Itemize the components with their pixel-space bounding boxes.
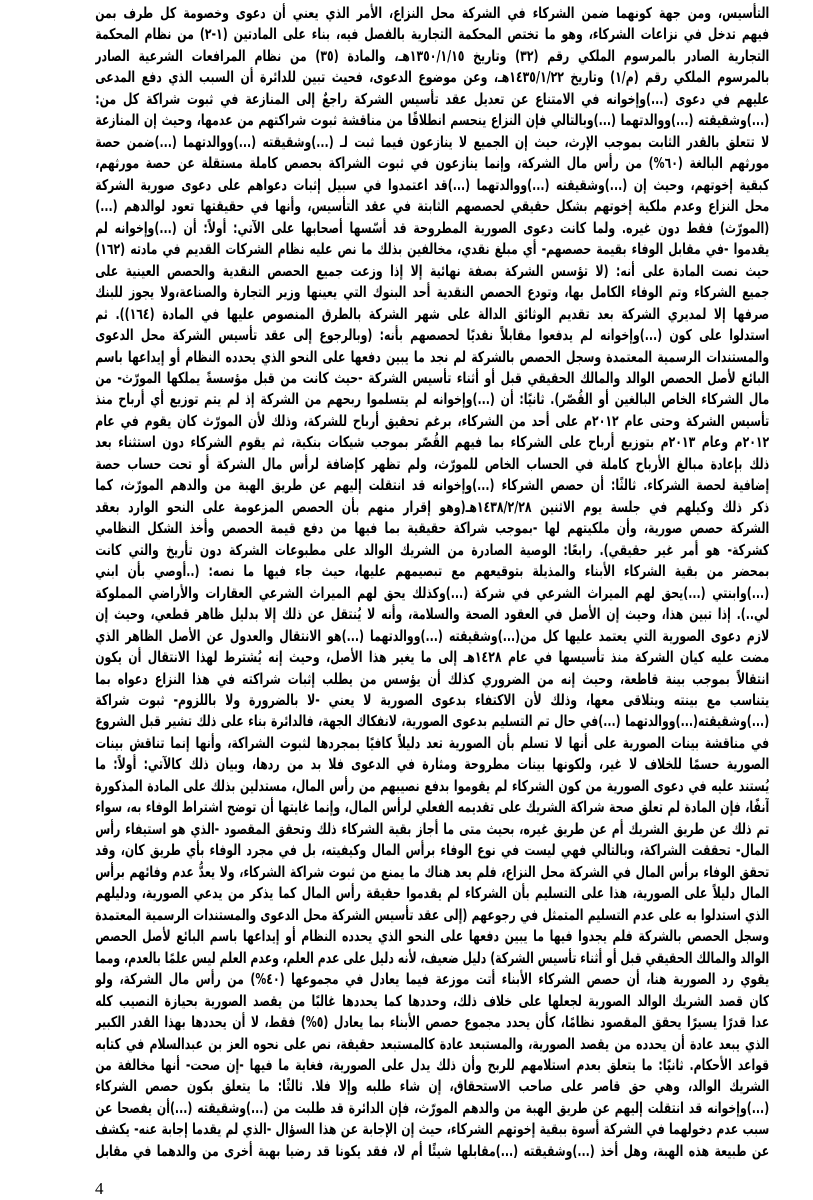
text-line: كان قصد الشريك الوالد الصورية لجعلها على خلاف ذلك، وحددها كما يحددها غالبًا من يقصد الصورية بحيازة النصيب كله (95, 991, 769, 1010)
text-line: المال دليلاً على الصورية، هذا على التسليم بأن الشركاء لم يقدموا حقيقة رأس المال كما يذكر من يدعي الصورية، ودليلهم (95, 884, 769, 903)
text-line: مورثهم البالغة (٦٠%) من رأس مال الشركة، وإنما ينازعون في ثبوت الشراكة بحصص كاملة مستقلة عن حصة مورثهم، (95, 154, 769, 173)
text-line: (...)وابنتي (...)يحق لهم الميراث الشرعي في شركة (...)وكذلك يحق لهم الميراث الشرعي العقارات والأراضي المملوكة (95, 583, 769, 602)
text-line: قواعد الأحكام. ثانيًا: ما يتعلق بعدم استلامهم للربح وأن ذلك يدل على الصورية، فغاية ما فيها -إن صحت- أنها مخالفة من (95, 1055, 769, 1074)
text-line: مضت عليه كيان الشركة منذ تأسيسها في عام ١٤٢٨هـ إلى ما يغير هذا الأصل، وحيث إنه يُشترط لهذا الانتقال أن يكون (95, 648, 769, 667)
text-line: صرفها إلا لمديري الشركة بعد تقديم الوثائق الدالة على شهر الشركة بالطرق المنصوص عليها في المادة (١٦٤)). ثم (95, 304, 769, 323)
text-line: فيهم تدخل في نزاعات الشركاء، وهو ما تختص المحكمة التجارية بالفصل فيه، بناء على المادتين (١-٢) من نظام المحكمة (95, 25, 769, 44)
text-line: المال- تحققت الشراكة، وبالتالي فهي ليست في نوع الوفاء برأس المال وكيفيته، بل في مجرد الوفاء بأي طريق كان، وقد (95, 841, 769, 860)
text-line: ٢٠١٢م وعام ٢٠١٣م بتوزيع أرباح على الشركاء بما فيهم القُصّر بموجب شيكات بنكية، ثم يقوم الشركاء دون استثناء بعد (95, 433, 769, 452)
text-line: التأسيس، ومن جهة كونهما ضمن الشركاء في الشركة محل النزاع، الأمر الذي يعني أن دعوى وخصومة كل طرف بمن (95, 4, 769, 22)
text-line: بالمرسوم الملكي رقم (م/١) وتاريخ ١٤٣٥/١/٢٢هـ، وعن موضوع الدعوى، فحيث تبين للدائرة أن السبب الذي دفع المدعى (95, 68, 769, 87)
text-line: سبب عدم دخولهما في الشركة أسوة ببقية إخوتهم الشركاء، حيث إن الإجابة عن هذا السؤال -الذي لم يقدما إجابة عنه- يكشف (95, 1120, 769, 1139)
text-line: الذي يبعد عادة أن يحدده من يقصد الصورية، والمستبعد عادة كالمستبعد حقيقة، نص على نحوه العز بن عبدالسلام في كتابه (95, 1034, 769, 1053)
text-line: استدلوا على كون (...)وإخوانه لم يدفعوا مقابلاً نقديًا لحصصهم بأنه: (وبالرجوع إلى عقد تأسيس الشركة محل الدعوى (95, 326, 769, 345)
text-line: الوالد والمالك الحقيقي قبل أو أثناء تأسيس الشركة) دليل ضعيف، لأنه دليل على عدم العلم، وعدم العلم ليس علمًا بالعدم، ومما (95, 948, 769, 967)
text-line: ذكر ذلك وكيلهم في جلسة يوم الاثنين ١٤٣٨/٢/٢٨هـ(وهو إقرار منهم بأن الحصص المزعومة على النحو الوارد بعقد (95, 497, 769, 516)
text-line: مال الشركاء الخاص البالغين أو القُصّر). ثانيًا: أن (...)وإخوانه لم يتسلموا ربحهم من الشركة إذ لم يتم توزيع أي أرباح منذ (95, 390, 769, 409)
text-line: ذلك بإعادة مبالغ الأرباح كاملة في الحساب الخاص للمورّث، ولم تظهر كإضافة لرأس مال الشركة أو تحت حساب حصة (95, 454, 769, 473)
text-line: محل النزاع وعدم ملكية إخوتهم بشكل حقيقي لحصصهم الثابتة في عقد التأسيس، وأنها في حقيقتها تعود لوالدهم (...) (95, 197, 769, 216)
text-line: في مناقشة بينات الصورية على أنها لا تسلم بأن الصورية تعد دليلاً كافيًا بمجردها لثبوت الشراكة، وأنها إنما تناقش بينات (95, 733, 769, 752)
text-line: تم ذلك عن طريق الشريك أم عن طريق غيره، بحيث متى ما أجاز بقية الشركاء ذلك وتحقق المقصود -الذي هو استيفاء رأس (95, 819, 769, 838)
text-line: لازم دعوى الصورية التي يعتمد عليها كل من(...)وشقيقته (...)ووالدتهما (...)هو الانتقال والعدول عن الأصل الظاهر الذي (95, 626, 769, 645)
text-line: انتقالاً بموجب بينة قاطعة، وحيث إنه من الضروري كذلك أن يؤسس من يطلب إثبات شراكته في هذا النزاع دعواه بما (95, 669, 769, 688)
text-line: (...)وشقيقته (...)ووالدتهما (...)وبالتالي فإن النزاع ينحسم انطلاقًا من مناقشة ثبوت شراكتهم من عدمها، وحيث إن المنازعة (95, 111, 769, 130)
text-line: عدا قدرًا يسيرًا يحقق المقصود نظامًا، كأن يحدد مجموع حصص الأبناء بما يعادل (٥%) فقط، لا أن يحددها بهذا القدر الكبير (95, 1013, 769, 1032)
text-line: البائع لأصل الحصص الوالد والمالك الحقيقي قبل أو أثناء تأسيس الشركة -حيث كانت من قبل مؤسسةً يملكها المورّث- من (95, 368, 769, 387)
text-line: لا تتعلق بالقدر الثابت بموجب الإرث، حيث إن الجميع لا ينازعون فيما ثبت لـ (...)وشقيقته (...)ووالدتهما (...)ضمن حصة (95, 132, 769, 151)
text-line: والمستندات الرسمية المعتمدة وسجل الحصص بالشركة لم نجد ما يبين دفعها على النحو الذي يحدده النظام أو إيداعها باسم (95, 347, 769, 366)
text-line: كشركة- هو أمر غير حقيقي). رابعًا: الوصية الصادرة من الشريك الوالد على مطبوعات الشركة دون تأريخ والتي كانت (95, 540, 769, 559)
text-line: وسجل الحصص بالشركة فلم يجدوا فيها ما يبين دفعها على النحو الذي يحدده النظام أو إيداعها باسم البائع لأصل الحصص (95, 927, 769, 946)
text-line: يقدموا -في مقابل الوفاء بقيمة حصصهم- أي مبلغ نقدي، مخالفين بذلك ما نص عليه نظام الشركات القديم في مادته (١٦٢) (95, 240, 769, 259)
text-line: عن طبيعة هذه الهبة، وهل أخذ (...)وشقيقته (...)مقابلها شيئًا أم لا، فقد يكونا قد رضيا بهبة أخرى من والدهما في مقابل (95, 1141, 769, 1160)
text-line: آنفًا، فإن المادة لم تعلق صحة شراكة الشريك على تقديمه الفعلي لرأس المال، وإنما غايتها أن توضح اشتراط الوفاء به، سواء (95, 798, 769, 817)
text-line: بمحضر من بقية الشركاء الأبناء والمذيلة بتوقيعهم مع تبصيمهم عليها، حيث جاء فيها ما نصه: (..أوصي بأن ابني (95, 562, 769, 581)
text-line: كبقية إخوتهم، وحيث إن (...)وشقيقته (...)ووالدتهما (...)قد اعتمدوا في سبيل إثبات دعواهم على دعوى صورية الشركة (95, 175, 769, 194)
text-line: (المورّث) فقط دون غيره. ولما كانت دعوى الصورية المطروحة قد أسّسها أصحابها على الآتي: أولاً: أن (...)وإخوانه لم (95, 218, 769, 237)
text-line: الصورية حسمًا للخلاف لا غير، ولكونها بينات مطروحة ومثارة في الدعوى فلا بد من ردها، وبيان ذلك كالآتي: أولاً: ما (95, 755, 769, 774)
text-line: (...)وشقيقته(...)ووالدتهما (...)في حال تم التسليم بدعوى الصورية، لانفكاك الجهة، فالدائرة بناء على ذلك تشير قبل الشروع (95, 712, 769, 731)
text-line: عليهم في دعوى (...)وإخوانه في الامتناع عن تعديل عقد تأسيس الشركة راجعٌ إلى المنازعة في ثبوت شراكة كل من: (95, 89, 769, 108)
text-line: إضافية لحصة الشركاء. ثالثًا: أن حصص الشركاء (...)وإخوانه قد انتقلت إليهم عن طريق الهبة من والدهم المورّث، كما (95, 476, 769, 495)
text-line: لي..). إذا تبين هذا، وحيث إن الأصل في العقود الصحة والسلامة، وأنه لا يُنتقل عن ذلك إلا بدليل ظاهر قطعي، وحيث إن (95, 605, 769, 624)
text-line: حيث نصت المادة على أنه: (لا تؤسس الشركة بصفة نهائية إلا إذا وزعت جميع الحصص النقدية والحصص العينية على (95, 261, 769, 280)
page-number: 4 (95, 1179, 104, 1198)
document-body (95, 3, 769, 1162)
text-line: الشريك الوالد، وهي حق قاصر على صاحب الاستحقاق، إن شاء طلبه وإلا فلا. ثالثًا: ما يتعلق بكون حصص الشركاء (95, 1077, 769, 1096)
text-line: تأسيس الشركة وحتى عام ٢٠١٢م على أحد من الشركاء، برغم تحقيق أرباح للشركة، وذلك لأن المورّث كان يقوم في عام (95, 411, 769, 430)
text-line: (...)وإخوانه قد انتقلت إليهم عن طريق الهبة من والدهم المورّث، فإن الدائرة قد طلبت من (...)وشقيقته (...)أن يفصحا عن (95, 1098, 769, 1117)
text-line: تحقق الوفاء برأس المال في الشركة محل النزاع، فلم يعد هناك ما يمنع من ثبوت شراكة الشركاء، ولا يعدُّ عدم وفائهم برأس (95, 862, 769, 881)
text-line: يُستند عليه في دعوى الصورية من كون الشركاء لم يقوموا بدفع نصيبهم من رأس المال، مستدلين بذلك على المادة المذكورة (95, 776, 769, 795)
text-line: جميع الشركاء وتم الوفاء الكامل بها، وتودع الحصص النقدية أحد البنوك التي يعينها وزير التجارة والصناعة،ولا يجوز للبنك (95, 283, 769, 302)
text-line: يتناسب مع بينته ويتلاقى معها، وذلك لأن الاكتفاء بدعوى الصورية لا يعني -لا بالضرورة ولا باللزوم- ثبوت شراكة (95, 691, 769, 709)
text-line: الذي استدلوا به على عدم التسليم المتمثل في رجوعهم (إلى عقد تأسيس الشركة محل الدعوى والمستندات الرسمية المعتمدة (95, 905, 769, 924)
text-line: التجارية الصادر بالمرسوم الملكي رقم (٣٢) وتاريخ ١٣٥٠/١/١٥هـ، والمادة (٣٥) من نظام المرافعات الشرعية الصادر (95, 46, 769, 65)
text-line: الشركة حصص صورية، وأن ملكيتهم لها -بموجب شراكة حقيقية بما فيها من دفع قيمة الحصص وأخذ الشكل النظامي (95, 519, 769, 538)
text-line: يقوي رد الصورية هنا، أن حصص الشركاء الأبناء أتت موزعة فيما يعادل في مجموعها (٤٠%) من رأس مال الشركة، ولو (95, 970, 769, 989)
